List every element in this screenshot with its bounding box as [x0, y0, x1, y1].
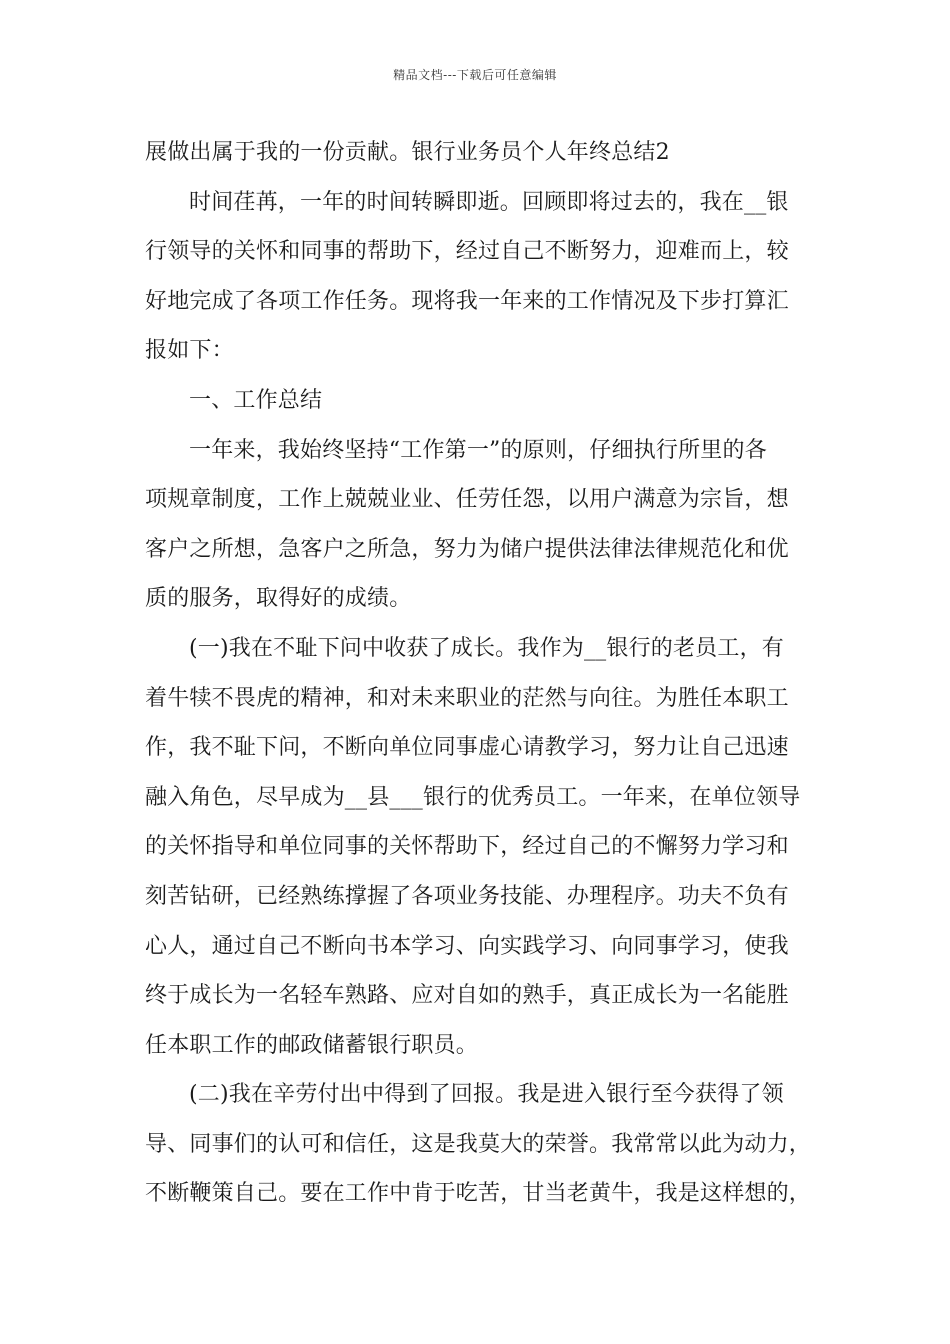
section-heading: 一、工作总结 — [189, 387, 323, 413]
text-line: 项规章制度，工作上兢兢业业、任劳任怨，以用户满意为宗旨，想 — [145, 487, 789, 513]
paragraph-first-line: 时间荏苒，一年的时间转瞬即逝。回顾即将过去的，我在__银 — [189, 189, 789, 215]
text-line: 的关怀指导和单位同事的关怀帮助下，经过自己的不懈努力学习和 — [145, 834, 789, 860]
text-line: 任本职工作的邮政储蓄银行职员。 — [145, 1032, 479, 1058]
text-line: 融入角色，尽早成为__县___银行的优秀员工。一年来，在单位领导 — [145, 784, 801, 810]
paragraph-first-line: 一年来，我始终坚持“工作第一”的原则，仔细执行所里的各 — [189, 437, 767, 463]
paragraph-first-line: (一)我在不耻下问中收获了成长。我作为__银行的老员工，有 — [189, 635, 784, 661]
text-line: 行领导的关怀和同事的帮助下，经过自己不断努力，迎难而上，较 — [145, 239, 789, 265]
document-body — [145, 128, 817, 1219]
page-header: 精品文档---下载后可任意编辑 — [393, 68, 557, 82]
text-line: 不断鞭策自己。要在工作中肯于吃苦，甘当老黄牛，我是这样想的， — [145, 1181, 812, 1207]
text-line: 心人，通过自己不断向书本学习、向实践学习、向同事学习，使我 — [145, 933, 789, 959]
text-line: 作，我不耻下问，不断向单位同事虚心请教学习，努力让自己迅速 — [145, 735, 789, 761]
paragraph-first-line: (二)我在辛劳付出中得到了回报。我是进入银行至今获得了领 — [189, 1082, 784, 1108]
text-line: 好地完成了各项工作任务。现将我一年来的工作情况及下步打算汇 — [145, 288, 789, 314]
text-line: 展做出属于我的一份贡献。银行业务员个人年终总结2 — [145, 140, 670, 165]
text-line: 终于成长为一名轻车熟路、应对自如的熟手，真正成长为一名能胜 — [145, 983, 789, 1009]
text-line: 质的服务，取得好的成绩。 — [145, 586, 412, 612]
text-line: 报如下： — [145, 338, 234, 364]
text-line: 着牛犊不畏虎的精神，和对未来职业的茫然与向往。为胜任本职工 — [145, 685, 789, 711]
text-line: 刻苦钻研，已经熟练撑握了各项业务技能、办理程序。功夫不负有 — [145, 883, 789, 909]
text-line: 导、同事们的认可和信任，这是我莫大的荣誉。我常常以此为动力， — [145, 1131, 812, 1157]
text-line: 客户之所想，急客户之所急，努力为储户提供法律法律规范化和优 — [145, 536, 789, 562]
